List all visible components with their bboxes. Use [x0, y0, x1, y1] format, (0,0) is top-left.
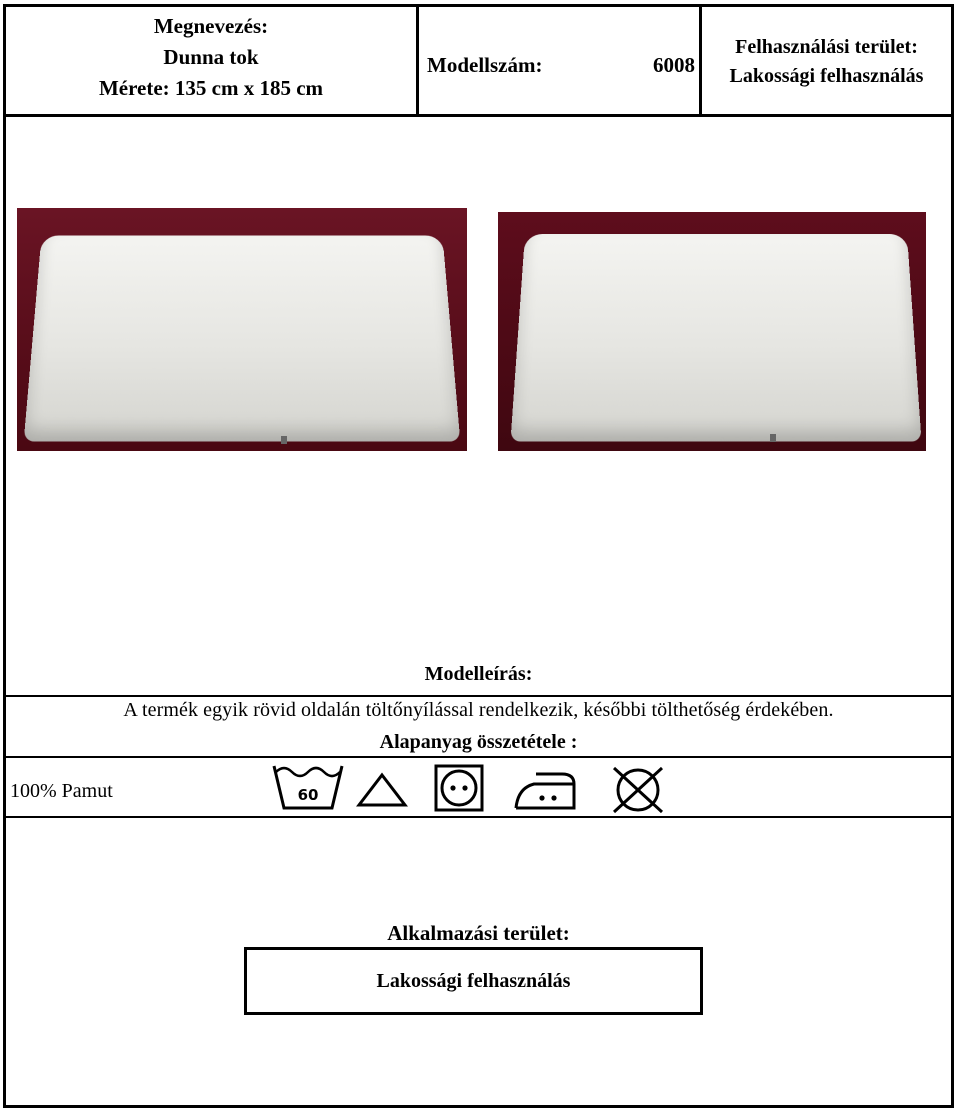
duvet-cover-image	[510, 234, 921, 442]
model-label: Modellszám:	[427, 53, 543, 77]
wash-60-icon	[272, 762, 344, 812]
size-text: Mérete: 135 cm x 185 cm	[98, 76, 324, 100]
tumble-dry-icon	[434, 764, 484, 812]
product-photo-right	[498, 212, 926, 451]
zipper-tab	[281, 436, 287, 444]
wash-temperature: 60	[297, 786, 319, 804]
product-sheet	[3, 4, 954, 1108]
usage-value: Lakossági felhasználás	[729, 65, 924, 87]
application-box	[244, 947, 703, 1015]
product-photo-left	[17, 208, 467, 451]
description-text: A termék egyik rövid oldalán töltőnyílással rendelkezik, későbbi tölthetőség érdekében.	[123, 699, 834, 721]
description-title: Modelleírás:	[424, 663, 533, 685]
usage-cell	[702, 7, 951, 114]
no-dry-clean-icon	[608, 764, 668, 816]
name-value: Dunna tok	[163, 45, 259, 69]
divider	[6, 695, 951, 697]
zipper-tab	[770, 434, 776, 442]
material-composition: 100% Pamut	[10, 780, 113, 802]
care-row	[6, 756, 951, 818]
duvet-cover-image	[24, 235, 461, 441]
model-cell	[419, 7, 702, 114]
application-title: Alkalmazási terület:	[387, 921, 570, 945]
iron-two-dots-icon	[512, 766, 578, 812]
model-number: 6008	[653, 53, 695, 77]
bleach-triangle-icon	[356, 772, 408, 808]
header-table	[6, 7, 951, 117]
name-cell	[6, 7, 419, 114]
application-value: Lakossági felhasználás	[376, 970, 571, 992]
name-label: Megnevezés:	[153, 14, 269, 38]
material-title: Alapanyag összetétele :	[379, 731, 578, 753]
usage-label: Felhasználási terület:	[735, 36, 918, 58]
